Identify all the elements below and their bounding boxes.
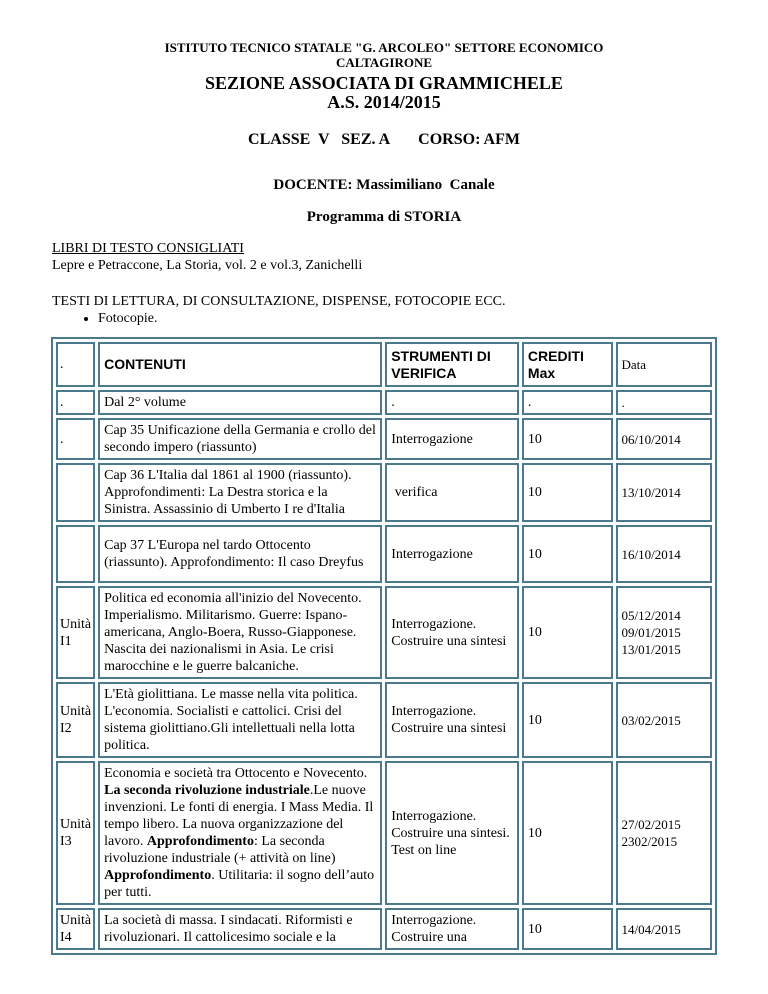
row-strumenti: Interrogazione. Costruire una sintesi bbox=[385, 682, 519, 758]
program-title: Programma di STORIA bbox=[306, 209, 462, 225]
section-name: SEZIONE ASSOCIATA DI GRAMMICHELE bbox=[205, 73, 563, 93]
row-unit: Unità I2 bbox=[56, 682, 95, 758]
text-fragment: . Utilitaria: il sogno dell’auto per tutti. bbox=[104, 868, 375, 900]
row-crediti: 10 bbox=[522, 586, 613, 679]
readings-heading: TESTI DI LETTURA, DI CONSULTAZIONE, DISPENSE, FOTOCOPIE ECC. bbox=[52, 294, 506, 309]
row-unit: . bbox=[56, 390, 95, 415]
row-unit: Unità I1 bbox=[56, 586, 95, 679]
row-contenuti: Cap 35 Unificazione della Germania e crollo del secondo impero (riassunto) bbox=[98, 418, 382, 460]
bold-fragment: Approfondimento bbox=[104, 868, 212, 883]
textbooks-section bbox=[52, 240, 362, 274]
row-data: 06/10/2014 bbox=[616, 418, 712, 460]
row-strumenti: Interrogazione. Costruire una bbox=[385, 908, 519, 950]
row-contenuti: Cap 37 L'Europa nel tardo Ottocento (riassunto). Approfondimento: Il caso Dreyfus bbox=[98, 525, 382, 583]
row-unit: . bbox=[56, 418, 95, 460]
row-crediti: 10 bbox=[522, 908, 613, 950]
row-unit: Unità I3 bbox=[56, 761, 95, 905]
table-row bbox=[56, 525, 712, 583]
institute-line1: ISTITUTO TECNICO STATALE "G. ARCOLEO" SETTORE ECONOMICO bbox=[164, 40, 604, 55]
header-cell-data: Data bbox=[616, 342, 712, 387]
class-line bbox=[0, 131, 768, 149]
row-strumenti: Interrogazione bbox=[385, 418, 519, 460]
row-strumenti: Interrogazione bbox=[385, 525, 519, 583]
row-crediti: 10 bbox=[522, 682, 613, 758]
textbooks-heading: LIBRI DI TESTO CONSIGLIATI bbox=[52, 241, 244, 256]
readings-list bbox=[52, 310, 506, 327]
row-data: 14/04/2015 bbox=[616, 908, 712, 950]
row-crediti: . bbox=[522, 390, 613, 415]
row-strumenti: . bbox=[385, 390, 519, 415]
row-contenuti: Dal 2° volume bbox=[98, 390, 382, 415]
row-crediti: 10 bbox=[522, 761, 613, 905]
row-strumenti: Interrogazione. Costruire una sintesi. Test on line bbox=[385, 761, 519, 905]
row-data: 05/12/2014 09/01/2015 13/01/2015 bbox=[616, 586, 712, 679]
table-row bbox=[56, 418, 712, 460]
row-unit bbox=[56, 525, 95, 583]
textbooks-text: Lepre e Petraccone, La Storia, vol. 2 e vol.3, Zanichelli bbox=[52, 258, 363, 273]
header-cell-crediti: CREDITI Max bbox=[522, 342, 613, 387]
table-row bbox=[56, 682, 712, 758]
table-row bbox=[56, 586, 712, 679]
row-strumenti: verifica bbox=[385, 463, 519, 522]
row-contenuti: Cap 36 L'Italia dal 1861 al 1900 (riassunto). Approfondimenti: La Destra storica e la Sinistra. Assassinio di Umberto I re d'Italia bbox=[98, 463, 382, 522]
row-data: 13/10/2014 bbox=[616, 463, 712, 522]
row-data: 16/10/2014 bbox=[616, 525, 712, 583]
row-data: 03/02/2015 bbox=[616, 682, 712, 758]
row-crediti: 10 bbox=[522, 525, 613, 583]
row-contenuti: La società di massa. I sindacati. Riformisti e rivoluzionari. Il cattolicesimo sociale e la bbox=[98, 908, 382, 950]
row-unit: Unità I4 bbox=[56, 908, 95, 950]
bold-fragment: Approfondimento bbox=[146, 834, 254, 849]
school-year: A.S. 2014/2015 bbox=[327, 92, 441, 112]
header-cell-contenuti: CONTENUTI bbox=[98, 342, 382, 387]
table-header-row bbox=[56, 342, 712, 387]
row-crediti: 10 bbox=[522, 463, 613, 522]
list-item: • Fotocopie. bbox=[98, 310, 506, 327]
row-data: 27/02/2015 2302/2015 bbox=[616, 761, 712, 905]
teacher-line: DOCENTE: Massimiliano Canale bbox=[273, 177, 495, 193]
text-fragment: .Le nuove invenzioni. Le fonti di energia. I Mass Media. Il tempo libero. La nuova organizzazione del lavoro. bbox=[104, 783, 374, 849]
bold-fragment: La seconda rivoluzione industriale bbox=[104, 783, 310, 798]
text-fragment: : La seconda rivoluzione industriale (+ attività on line) bbox=[104, 834, 336, 866]
section-title bbox=[0, 74, 768, 112]
readings-section bbox=[52, 293, 506, 327]
class-label: CLASSE V SEZ. A bbox=[248, 131, 391, 148]
row-contenuti: L'Età giolittiana. Le masse nella vita politica. L'economia. Socialisti e cattolici. Crisi del sistema giolittiano.Gli intellettuali nella lotta politica. bbox=[98, 682, 382, 758]
row-crediti: 10 bbox=[522, 418, 613, 460]
header-cell-strumenti: STRUMENTI DI VERIFICA bbox=[385, 342, 519, 387]
row-strumenti: Interrogazione. Costruire una sintesi bbox=[385, 586, 519, 679]
course-label: CORSO: AFM bbox=[418, 131, 520, 148]
row-data: . bbox=[616, 390, 712, 415]
table-row bbox=[56, 390, 712, 415]
institute-name bbox=[0, 40, 768, 70]
text-fragment: Economia e società tra Ottocento e Novecento. bbox=[104, 766, 368, 781]
header-cell-index: . bbox=[56, 342, 95, 387]
row-contenuti-rich bbox=[98, 761, 382, 905]
row-contenuti: Politica ed economia all'inizio del Novecento. Imperialismo. Militarismo. Guerre: Ispano-americana, Anglo-Boera, Russo-Giapponese. Nascita dei nazionalismi in Asia. Le crisi marocchine e le guerre balcaniche. bbox=[98, 586, 382, 679]
row-unit bbox=[56, 463, 95, 522]
table-row bbox=[56, 761, 712, 905]
institute-line2: CALTAGIRONE bbox=[335, 55, 433, 70]
table-row bbox=[56, 463, 712, 522]
table-row bbox=[56, 908, 712, 950]
program-table bbox=[51, 337, 717, 955]
